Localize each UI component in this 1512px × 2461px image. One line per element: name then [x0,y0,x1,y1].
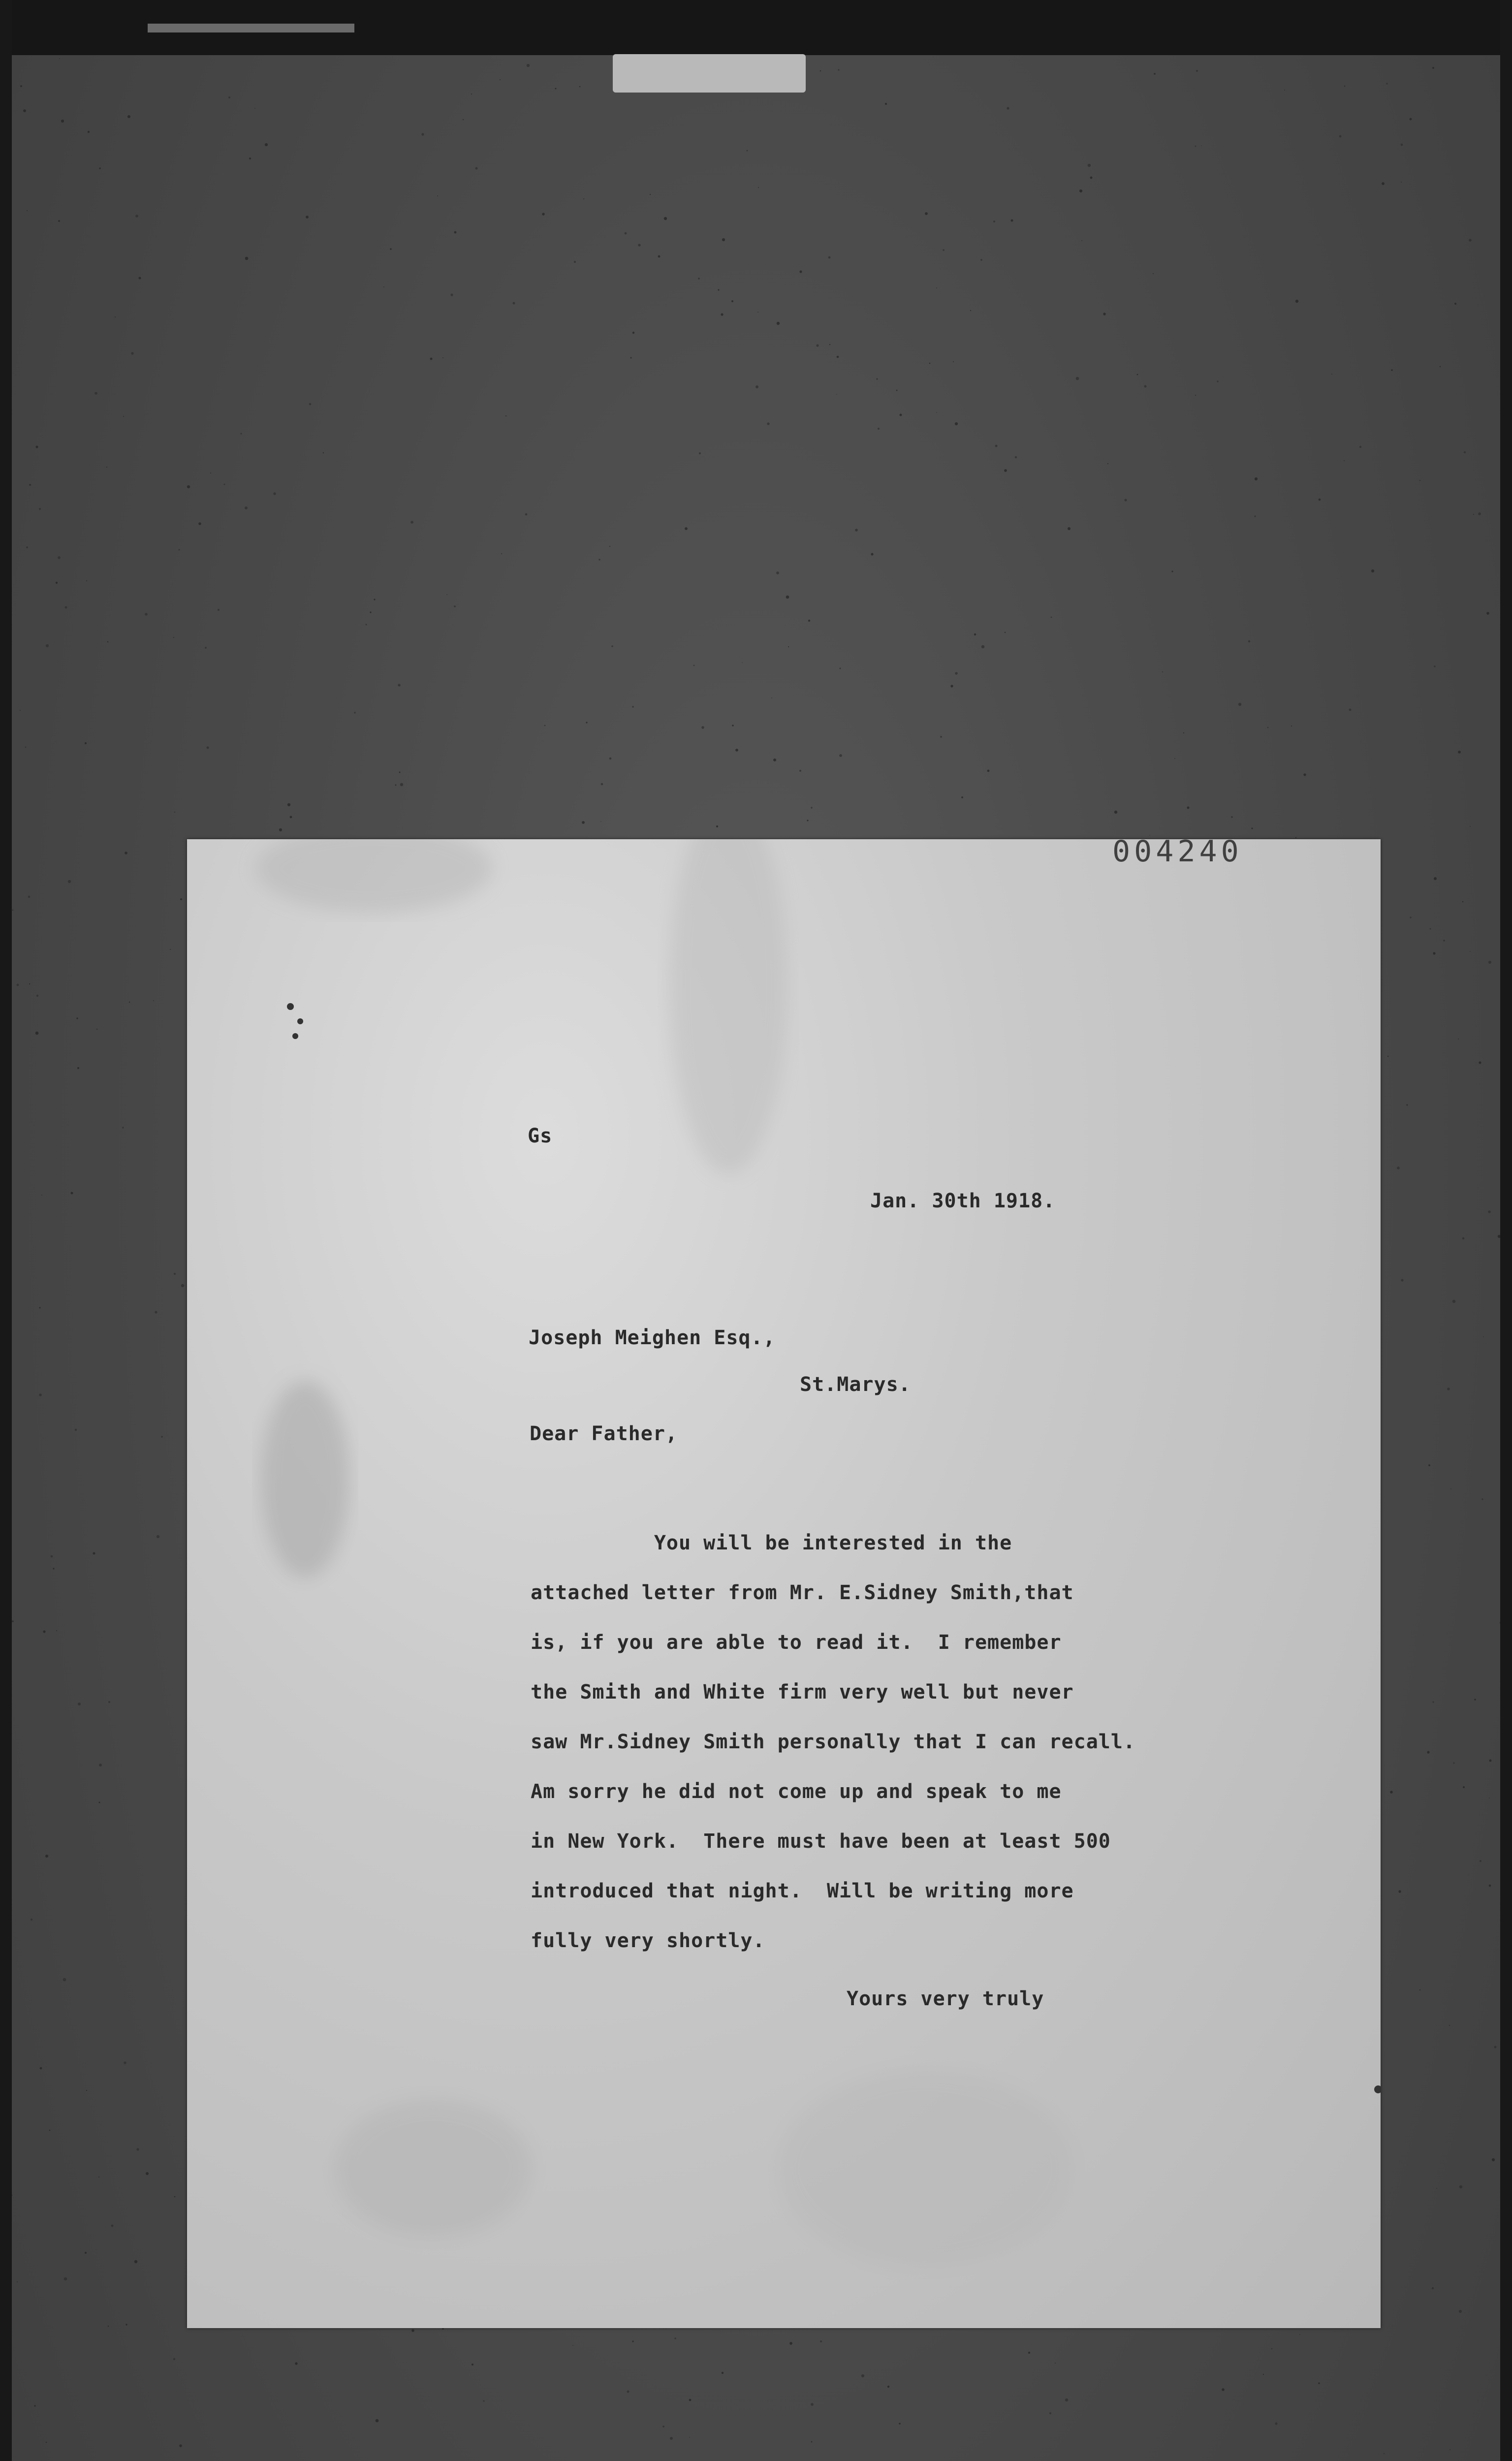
body-line: introduced that night. Will be writing more [531,1880,1074,1902]
body-line: saw Mr.Sidney Smith personally that I can recall. [531,1731,1136,1753]
film-left-edge [0,0,12,2461]
typist-initials: Gs [528,1125,553,1147]
body-line: Am sorry he did not come up and speak to me [531,1780,1062,1803]
film-clip-tab [613,54,806,93]
letter-body [531,1518,1135,1966]
film-top-label [148,24,354,32]
document-stamp-number: 004240 [1112,834,1243,869]
body-line: You will be interested in the [531,1532,1012,1554]
body-line: is, if you are able to read it. I remember [531,1631,1062,1654]
letter-date: Jan. 30th 1918. [870,1190,1056,1212]
body-line: attached letter from Mr. E.Sidney Smith,that [531,1581,1074,1604]
letter-closing: Yours very truly [847,1988,1044,2010]
letter-page [187,834,1381,2328]
body-line: in New York. There must have been at least 500 [531,1830,1111,1853]
addressee-name: Joseph Meighen Esq., [529,1326,776,1349]
salutation: Dear Father, [530,1422,678,1445]
addressee-place: St.Marys. [800,1373,911,1396]
body-line: fully very shortly. [531,1929,765,1952]
film-right-edge [1500,0,1512,2461]
body-line: the Smith and White firm very well but never [531,1681,1074,1704]
